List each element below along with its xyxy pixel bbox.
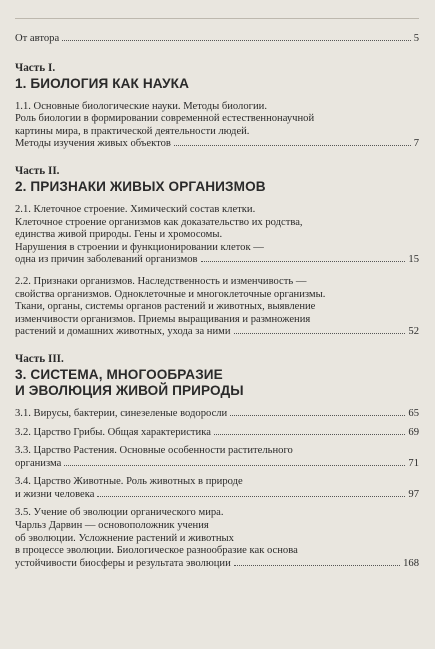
- toc-entry-text: [15, 138, 171, 151]
- toc-entry-line: [15, 301, 419, 314]
- toc-entry-last-line: [15, 254, 419, 267]
- dot-leader: [214, 433, 406, 435]
- toc-entry-line: [15, 314, 419, 327]
- toc-entry-line: [15, 289, 419, 302]
- toc-entry-text: картины мира, в практической деятельности людей.: [15, 125, 250, 137]
- toc-part: [15, 62, 419, 151]
- toc-entry-final-text: одна из причин заболеваний организмов: [15, 254, 198, 266]
- toc-entry-text: изменчивости организмов. Приемы выращивания и размножения: [15, 313, 311, 325]
- toc-entry-text: Нарушения в строении и функционировании клеток —: [15, 241, 264, 253]
- toc-page-number: 52: [408, 326, 419, 338]
- toc-entry-text: в процессе эволюции. Биологическое разнообразие как основа: [15, 545, 298, 557]
- toc-entry-line: [15, 217, 419, 230]
- dot-leader: [174, 144, 411, 146]
- toc-entry-line: [15, 101, 419, 114]
- toc-entry-line: [15, 242, 419, 255]
- toc-entry-last-line: [15, 326, 419, 339]
- toc-entry-text: [15, 458, 61, 471]
- toc-entry-number: 2.2.: [15, 275, 31, 287]
- toc-entry-final-text: растений и домашних животных, ухода за ними: [15, 326, 231, 338]
- dot-leader: [201, 260, 406, 262]
- toc-page-number: 71: [408, 457, 419, 469]
- toc-entry-text: Учение об эволюции органического мира.: [33, 507, 224, 519]
- toc-entry[interactable]: [15, 445, 419, 470]
- toc-entry-text: свойства организмов. Одноклеточные и многоклеточные организмы.: [15, 288, 326, 300]
- toc-page-number: 7: [413, 138, 419, 150]
- toc-entry-final-text: организма: [15, 457, 62, 469]
- toc-entry-title: От автора: [15, 33, 60, 44]
- toc-entry-line: [15, 520, 419, 533]
- toc-entry-text: Ткани, органы, системы органов растений и животных, выявление: [15, 301, 316, 313]
- dot-leader: [230, 414, 405, 416]
- dot-leader: [64, 464, 405, 466]
- toc-entry-text: Чарльз Дарвин — основоположник учения: [15, 520, 209, 532]
- toc-part: [15, 165, 419, 339]
- toc-entry-last-line: [15, 408, 419, 421]
- toc-entry[interactable]: [15, 204, 419, 267]
- toc-entry-final-text: устойчивости биосферы и результата эволюции: [15, 557, 231, 569]
- toc-entry-line: [15, 445, 419, 458]
- toc-entry-final-text: Вирусы, бактерии, синезеленые водоросли: [33, 407, 228, 419]
- toc-entry-line: [15, 476, 419, 489]
- toc-entry-text: единства живой природы. Гены и хромосомы.: [15, 229, 223, 241]
- toc-entry-number: 3.2.: [15, 426, 31, 438]
- toc-entry-text: Клеточное строение. Химический состав клетки.: [33, 203, 256, 215]
- toc-entry-line: [15, 126, 419, 139]
- toc-entry-last-line: [15, 489, 419, 502]
- toc-entry-text: Роль биологии в формировании современной естественнонаучной: [15, 113, 315, 125]
- toc-entry-number: 1.1.: [15, 100, 31, 112]
- part-title[interactable]: 1. БИОЛОГИЯ КАК НАУКА: [15, 75, 189, 91]
- toc-entry-text: [15, 408, 227, 421]
- dot-leader: [62, 39, 411, 41]
- toc-entry-final-text: и жизни человека: [15, 488, 95, 500]
- toc-entry-line: [15, 545, 419, 558]
- part-label: Часть III.: [15, 352, 64, 365]
- toc-entry-text: Признаки организмов. Наследственность и изменчивость —: [33, 275, 307, 287]
- toc-entry-text: [15, 326, 231, 339]
- toc-entry[interactable]: [15, 101, 419, 151]
- toc-entry-number: 3.5.: [15, 507, 31, 519]
- toc-page-number: 69: [408, 426, 419, 438]
- toc-entry-text: Царство Растения. Основные особенности растительного: [33, 445, 293, 457]
- top-rule: [15, 18, 419, 19]
- toc-entry[interactable]: [15, 476, 419, 501]
- toc-entry-number: 3.1.: [15, 407, 31, 419]
- toc-part: [15, 353, 419, 571]
- toc-entry-last-line: [15, 138, 419, 151]
- toc-parts: [15, 62, 419, 571]
- toc-entry-number: 2.1.: [15, 203, 31, 215]
- toc-entry-text: Царство Животные. Роль животных в природе: [33, 476, 243, 488]
- dot-leader: [234, 564, 400, 566]
- part-label: Часть II.: [15, 164, 60, 177]
- toc-page-number: 97: [408, 488, 419, 500]
- toc-page-number: 5: [413, 33, 419, 44]
- part-title[interactable]: 2. ПРИЗНАКИ ЖИВЫХ ОРГАНИЗМОВ: [15, 178, 266, 194]
- toc-entry-last-line: [15, 558, 419, 571]
- toc-entry-text: об эволюции. Усложнение растений и животных: [15, 532, 234, 544]
- toc-page-number: 15: [408, 254, 419, 266]
- toc-entry-line: [15, 113, 419, 126]
- toc-entry-text: [15, 558, 231, 571]
- toc-entry-text: [15, 489, 94, 502]
- toc-entry[interactable]: [15, 276, 419, 339]
- toc-entry-intro[interactable]: [15, 33, 419, 46]
- toc-entry-line: [15, 276, 419, 289]
- toc-entry-line: [15, 204, 419, 217]
- dot-leader: [97, 495, 405, 497]
- toc-entry-line: [15, 507, 419, 520]
- toc-entry-final-text: Методы изучения живых объектов: [15, 138, 171, 150]
- toc-entry-text: [15, 427, 211, 440]
- toc-entry-text: Клеточное строение организмов как доказательство их родства,: [15, 216, 303, 228]
- toc-entry-text: Основные биологические науки. Методы биологии.: [33, 100, 267, 112]
- toc-entry-line: [15, 533, 419, 546]
- toc-page-number: 65: [408, 407, 419, 419]
- dot-leader: [234, 332, 406, 334]
- toc-entry[interactable]: [15, 507, 419, 570]
- toc-entry[interactable]: [15, 427, 419, 440]
- toc-entry-text: [15, 254, 198, 267]
- toc-entry-last-line: [15, 427, 419, 440]
- toc-entry-final-text: Царство Грибы. Общая характеристика: [33, 426, 211, 438]
- part-label: Часть I.: [15, 61, 56, 74]
- toc-entry-number: 3.3.: [15, 445, 31, 457]
- toc-entry-last-line: [15, 458, 419, 471]
- toc-entry-number: 3.4.: [15, 476, 31, 488]
- toc-entry[interactable]: [15, 408, 419, 421]
- toc-page-number: 168: [403, 557, 419, 569]
- part-title[interactable]: 3. СИСТЕМА, МНОГООБРАЗИЕ: [15, 366, 223, 382]
- part-title[interactable]: И ЭВОЛЮЦИЯ ЖИВОЙ ПРИРОДЫ: [15, 382, 244, 398]
- toc-entry-line: [15, 229, 419, 242]
